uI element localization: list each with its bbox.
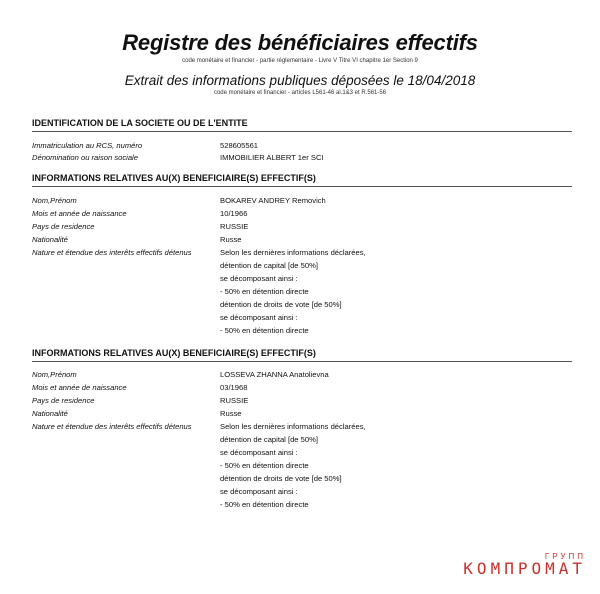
watermark-big-text: КОМПРОМАТ [463, 559, 586, 578]
extract-subtitle: code monétaire et financier - articles L561-46 al.1&3 et R.561-56 [213, 90, 387, 96]
field-value-residence: RUSSIE [220, 396, 249, 405]
watermark-small-text: ГРУПП [544, 552, 586, 561]
field-value-nature-line: se décomposant ainsi : [220, 448, 298, 457]
field-label-birth: Mois et année de naissance [32, 383, 127, 392]
field-value-nature-line: - 50% en détention directe [220, 461, 309, 470]
field-value-nature-line: Selon les dernières informations déclarées, [220, 248, 366, 257]
field-value-nature-line: - 50% en détention directe [220, 500, 309, 509]
field-value-birth: 03/1968 [220, 383, 248, 392]
field-value-nature-line: détention de droits de vote [de 50%] [220, 300, 342, 309]
section-divider [32, 131, 572, 132]
field-value-nature-line: Selon les dernières informations déclarées, [220, 422, 366, 431]
field-value-name: LOSSEVA ZHANNA Anatolievna [220, 370, 329, 379]
field-value-nature-line: - 50% en détention directe [220, 326, 309, 335]
field-label-residence: Pays de residence [32, 222, 95, 231]
field-label-denomination: Dénomination ou raison sociale [32, 153, 138, 162]
field-value-nature-line: se décomposant ainsi : [220, 487, 298, 496]
watermark-logo [463, 552, 586, 578]
field-label-rcs: Immatriculation au RCS, numéro [32, 141, 143, 150]
section-divider [32, 186, 572, 187]
section-divider [32, 361, 572, 362]
field-value-nature-line: se décomposant ainsi : [220, 274, 298, 283]
document-subtitle: code monétaire et financier - partie réglementaire - Livre V Titre VI chapitre 1er Section 9 [182, 58, 418, 64]
extract-title: Extrait des informations publiques déposées le 18/04/2018 [124, 73, 476, 88]
field-label-birth: Mois et année de naissance [32, 209, 127, 218]
document-title: Registre des bénéficiaires effectifs [122, 30, 478, 55]
field-label-name: Nom,Prénom [32, 196, 77, 205]
field-value-name: BOKAREV ANDREY Removich [220, 196, 326, 205]
section-heading-beneficiary-1: INFORMATIONS RELATIVES AU(X) BENEFICIAIRE(S) EFFECTIF(S) [32, 173, 316, 183]
field-value-nationality: Russe [220, 235, 242, 244]
field-value-denomination: IMMOBILIER ALBERT 1er SCI [220, 153, 324, 162]
section-heading-identification: IDENTIFICATION DE LA SOCIETE OU DE L'ENTITE [32, 118, 248, 128]
field-label-nature: Nature et étendue des interêts effectifs détenus [32, 422, 192, 431]
field-value-nature-line: - 50% en détention directe [220, 287, 309, 296]
field-value-nature-line: détention de capital [de 50%] [220, 261, 318, 270]
field-label-nationality: Nationalité [32, 409, 68, 418]
section-heading-beneficiary-2: INFORMATIONS RELATIVES AU(X) BENEFICIAIRE(S) EFFECTIF(S) [32, 348, 316, 358]
field-value-nationality: Russe [220, 409, 242, 418]
field-label-residence: Pays de residence [32, 396, 95, 405]
field-value-residence: RUSSIE [220, 222, 249, 231]
field-value-nature-line: détention de capital [de 50%] [220, 435, 318, 444]
field-value-nature-line: se décomposant ainsi : [220, 313, 298, 322]
field-value-nature-line: détention de droits de vote [de 50%] [220, 474, 342, 483]
field-label-nationality: Nationalité [32, 235, 68, 244]
field-label-nature: Nature et étendue des interêts effectifs détenus [32, 248, 192, 257]
field-label-name: Nom,Prénom [32, 370, 77, 379]
field-value-birth: 10/1966 [220, 209, 248, 218]
field-value-rcs: 528605561 [220, 141, 259, 150]
